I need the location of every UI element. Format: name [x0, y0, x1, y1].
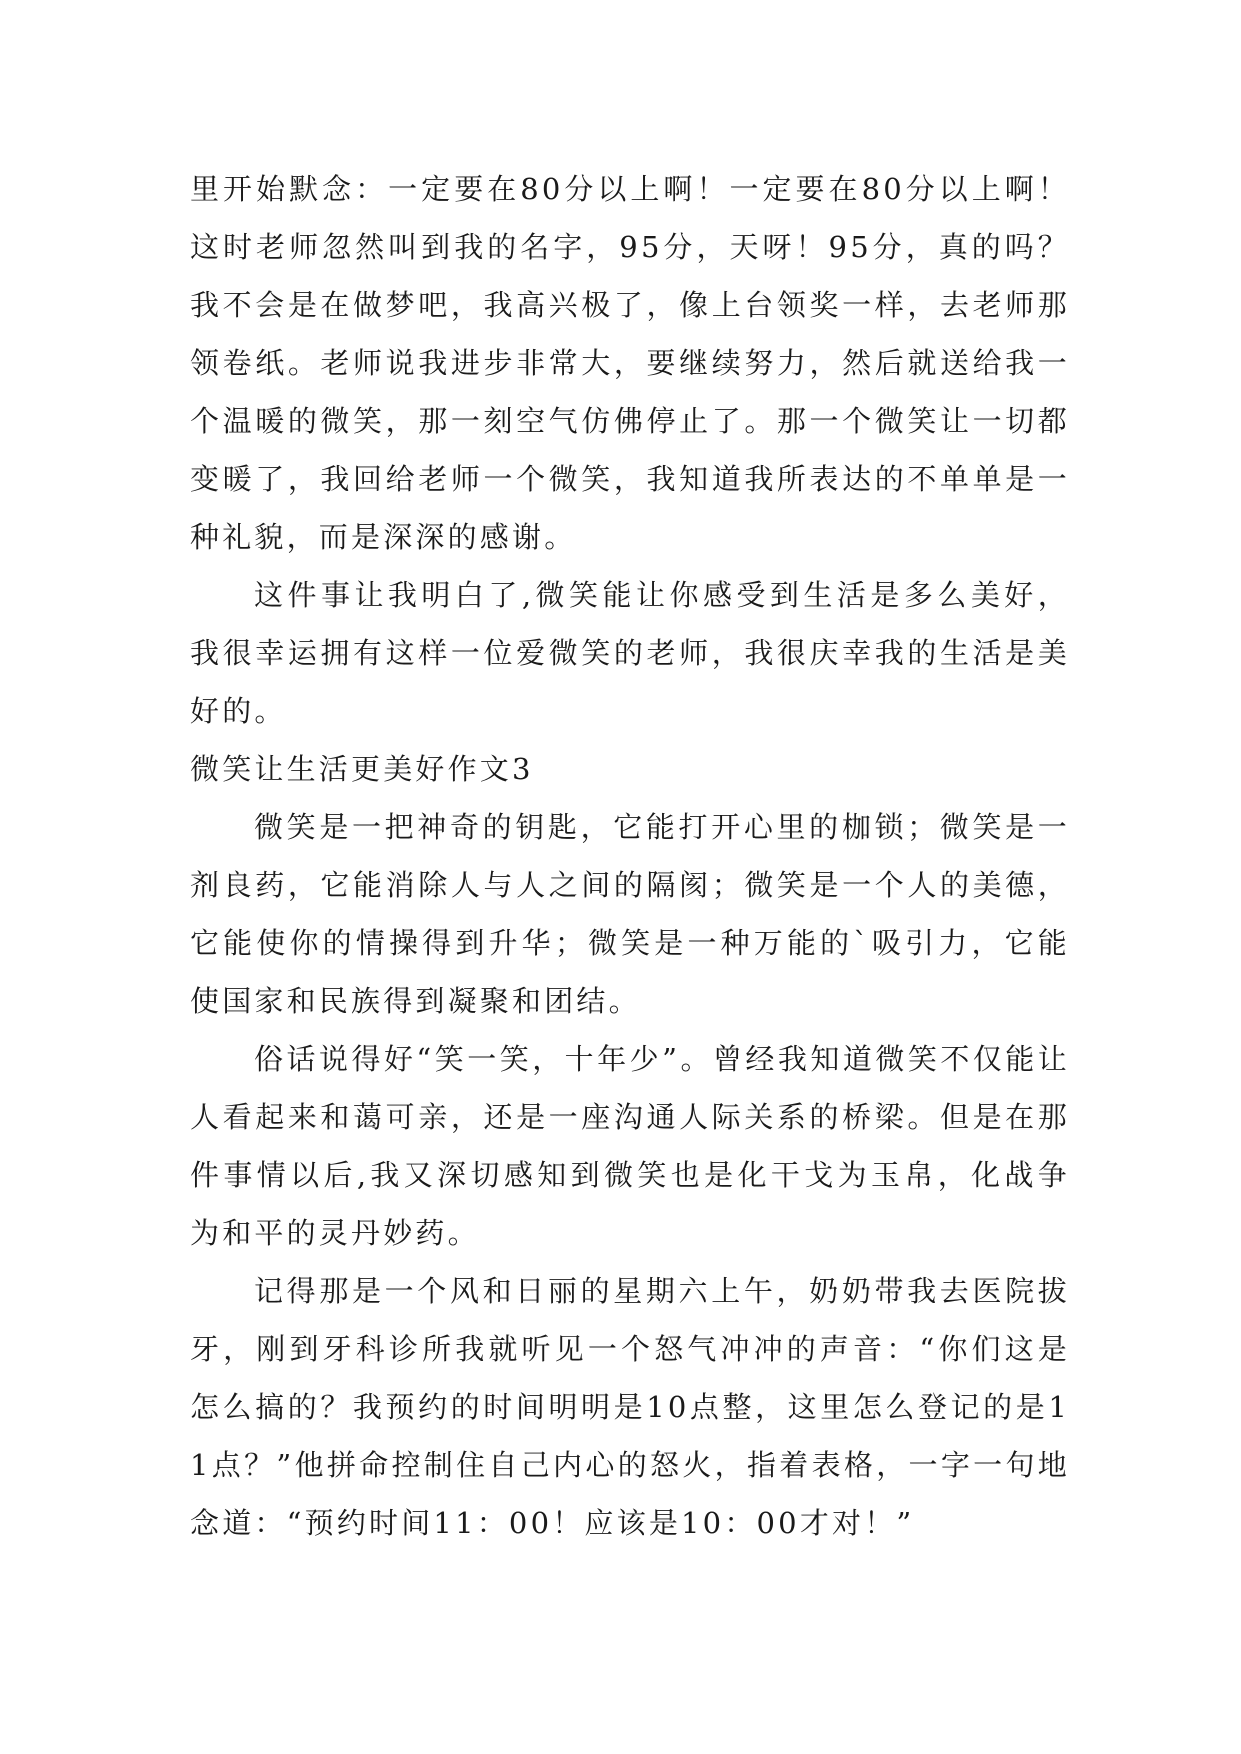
paragraph-4: 俗话说得好“笑一笑，十年少”。曾经我知道微笑不仅能让人看起来和蔼可亲，还是一座沟通人际关系的桥梁。但是在那件事情以后,我又深切感知到微笑也是化干戈为玉帛，化战争为和平的灵丹妙药。 [190, 1042, 1070, 1250]
paragraph-1: 里开始默念：一定要在80分以上啊！一定要在80分以上啊！这时老师忽然叫到我的名字，95分，天呀！95分，真的吗？我不会是在做梦吧，我高兴极了，像上台领奖一样，去老师那领卷纸。老师说我进步非常大，要继续努力，然后就送给我一个温暖的微笑，那一刻空气仿佛停止了。那一个微笑让一切都变暖了，我回给老师一个微笑，我知道我所表达的不单单是一种礼貌，而是深深的感谢。 [190, 172, 1070, 554]
document-page [190, 160, 1070, 1552]
section-title: 微笑让生活更美好作文3 [190, 752, 534, 786]
paragraph-2: 这件事让我明白了,微笑能让你感受到生活是多么美好，我很幸运拥有这样一位爱微笑的老师，我很庆幸我的生活是美好的。 [190, 578, 1070, 728]
paragraph-3: 微笑是一把神奇的钥匙，它能打开心里的枷锁；微笑是一剂良药，它能消除人与人之间的隔阂；微笑是一个人的美德，它能使你的情操得到升华；微笑是一种万能的`吸引力，它能使国家和民族得到凝聚和团结。 [190, 810, 1070, 1018]
paragraph-5: 记得那是一个风和日丽的星期六上午，奶奶带我去医院拔牙，刚到牙科诊所我就听见一个怒气冲冲的声音：“你们这是怎么搞的？我预约的时间明明是10点整，这里怎么登记的是11点？”他拼命控制住自己内心的怒火，指着表格，一字一句地念道：“预约时间11：00！应该是10：00才对！” [190, 1274, 1070, 1540]
